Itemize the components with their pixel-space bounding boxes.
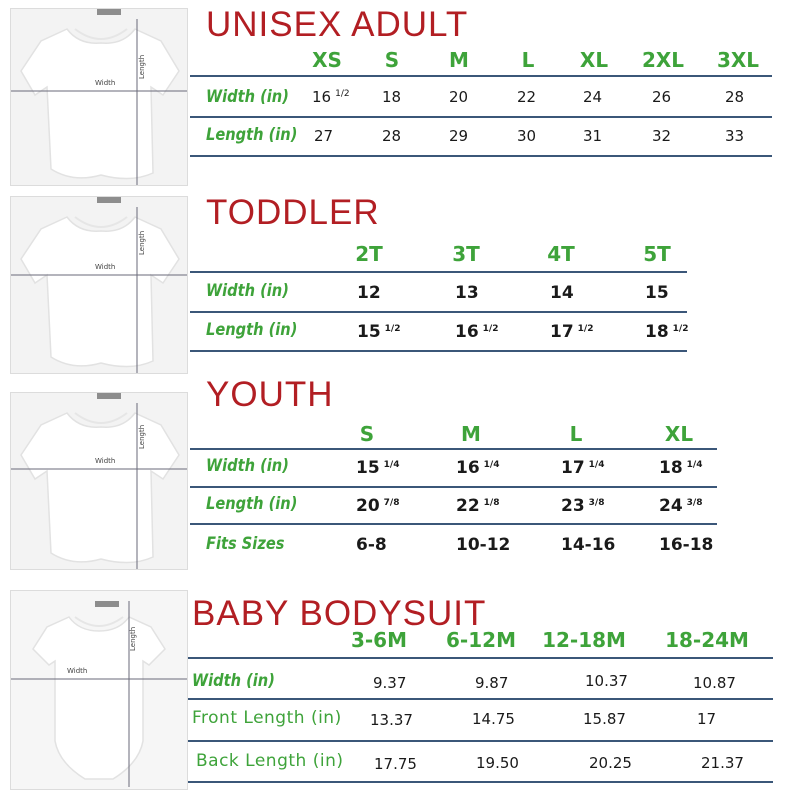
toddler-tshirt-photo — [10, 196, 188, 374]
length-label: Length — [129, 626, 137, 651]
table-cell: 26 — [652, 88, 672, 106]
size-header: 2XL — [641, 48, 685, 72]
row-label-front-length: Front Length (in) — [192, 708, 342, 728]
size-header: M — [461, 422, 481, 446]
width-label: Width — [95, 263, 116, 271]
table-cell: 10-12 — [456, 535, 511, 555]
row-label-width: Width (in) — [206, 456, 289, 476]
size-header: M — [449, 48, 469, 72]
table-rule — [190, 75, 772, 77]
table-cell: 14 — [550, 283, 574, 303]
tshirt-diagram — [11, 197, 188, 374]
section-title-baby-bodysuit: BABY BODYSUIT — [192, 594, 487, 633]
section-title-unisex-adult: UNISEX ADULT — [206, 5, 469, 44]
row-label-back-length: Back Length (in) — [196, 751, 344, 771]
table-cell: 20 — [449, 88, 469, 106]
table-rule — [188, 740, 773, 742]
table-cell: 14.75 — [472, 710, 515, 728]
size-header: L — [569, 422, 583, 446]
row-label-length: Length (in) — [206, 320, 298, 340]
size-header: 4T — [547, 242, 575, 266]
bodysuit-diagram — [11, 591, 188, 790]
table-cell: 14-16 — [561, 535, 616, 555]
size-header: S — [384, 48, 400, 72]
table-cell: 16-18 — [659, 535, 714, 555]
table-cell: 31 — [583, 127, 603, 145]
table-cell: 18 — [382, 88, 402, 106]
tshirt-diagram — [11, 393, 188, 570]
length-label: Length — [138, 424, 146, 449]
baby-bodysuit-photo — [10, 590, 188, 790]
section-title-youth: YOUTH — [206, 375, 334, 414]
table-cell: 15 $^{1/2}$ — [357, 322, 401, 342]
table-cell: 13.37 — [370, 711, 413, 729]
table-cell: 17 $^{1/2}$ — [550, 322, 594, 342]
table-cell: 12 — [357, 283, 381, 303]
size-header: XS — [312, 48, 342, 72]
table-cell: 15 $^{1/4}$ — [356, 458, 400, 478]
size-header: 5T — [643, 242, 671, 266]
row-label-width: Width (in) — [206, 87, 289, 107]
table-cell: 17.75 — [374, 755, 417, 773]
table-rule — [188, 781, 773, 783]
table-cell: 6-8 — [356, 535, 387, 555]
row-label-width: Width (in) — [192, 671, 275, 691]
table-rule — [190, 155, 772, 157]
table-rule — [190, 271, 687, 273]
table-cell: 15.87 — [583, 710, 626, 728]
table-cell: 32 — [652, 127, 672, 145]
size-header: 3XL — [716, 48, 760, 72]
table-cell: 29 — [449, 127, 469, 145]
size-header: 6-12M — [446, 628, 516, 652]
table-cell: 18 $^{1/2}$ — [645, 322, 689, 342]
size-header: 3T — [452, 242, 480, 266]
table-rule — [190, 448, 717, 450]
table-cell: 16 $^{1/2}$ — [312, 88, 350, 106]
size-header: 2T — [355, 242, 383, 266]
table-cell: 15 — [645, 283, 669, 303]
tshirt-diagram — [11, 9, 188, 186]
width-label: Width — [95, 457, 116, 465]
table-cell: 20.25 — [589, 754, 632, 772]
size-header: XL — [579, 48, 609, 72]
table-cell: 17 — [697, 710, 717, 728]
table-rule — [190, 350, 687, 352]
table-cell: 19.50 — [476, 754, 519, 772]
table-cell: 10.87 — [693, 674, 736, 692]
adult-tshirt-photo — [10, 8, 188, 186]
table-cell: 16 $^{1/2}$ — [455, 322, 499, 342]
table-cell: 24 — [583, 88, 603, 106]
table-cell: 27 — [314, 127, 334, 145]
table-cell: 20 $^{7/8}$ — [356, 496, 400, 516]
table-rule — [188, 657, 773, 659]
table-rule — [188, 698, 773, 700]
table-cell: 23 $^{3/8}$ — [561, 496, 605, 516]
table-cell: 18 $^{1/4}$ — [659, 458, 703, 478]
table-cell: 30 — [517, 127, 537, 145]
table-rule — [190, 116, 772, 118]
table-cell: 9.87 — [475, 674, 509, 692]
size-header: XL — [664, 422, 694, 446]
section-title-toddler: TODDLER — [206, 193, 380, 232]
table-cell: 22 — [517, 88, 537, 106]
table-rule — [190, 311, 687, 313]
table-rule — [190, 523, 717, 525]
width-label: Width — [95, 79, 116, 87]
table-cell: 21.37 — [701, 754, 744, 772]
table-cell: 16 $^{1/4}$ — [456, 458, 500, 478]
table-cell: 28 — [725, 88, 745, 106]
length-label: Length — [138, 54, 146, 79]
size-header: 18-24M — [665, 628, 749, 652]
table-cell: 13 — [455, 283, 479, 303]
table-cell: 24 $^{3/8}$ — [659, 496, 703, 516]
table-cell: 22 $^{1/8}$ — [456, 496, 500, 516]
row-label-width: Width (in) — [206, 281, 289, 301]
table-rule — [190, 486, 717, 488]
row-label-fits-sizes: Fits Sizes — [206, 534, 285, 554]
table-cell: 10.37 — [585, 672, 628, 690]
table-cell: 9.37 — [373, 674, 407, 692]
size-header: 3-6M — [350, 628, 408, 652]
youth-tshirt-photo — [10, 392, 188, 570]
table-cell: 17 $^{1/4}$ — [561, 458, 605, 478]
row-label-length: Length (in) — [206, 494, 298, 514]
size-header: 12-18M — [542, 628, 626, 652]
size-header: S — [359, 422, 375, 446]
row-label-length: Length (in) — [206, 125, 298, 145]
size-header: L — [521, 48, 535, 72]
length-label: Length — [138, 230, 146, 255]
table-cell: 28 — [382, 127, 402, 145]
table-cell: 33 — [725, 127, 745, 145]
width-label: Width — [67, 667, 88, 675]
